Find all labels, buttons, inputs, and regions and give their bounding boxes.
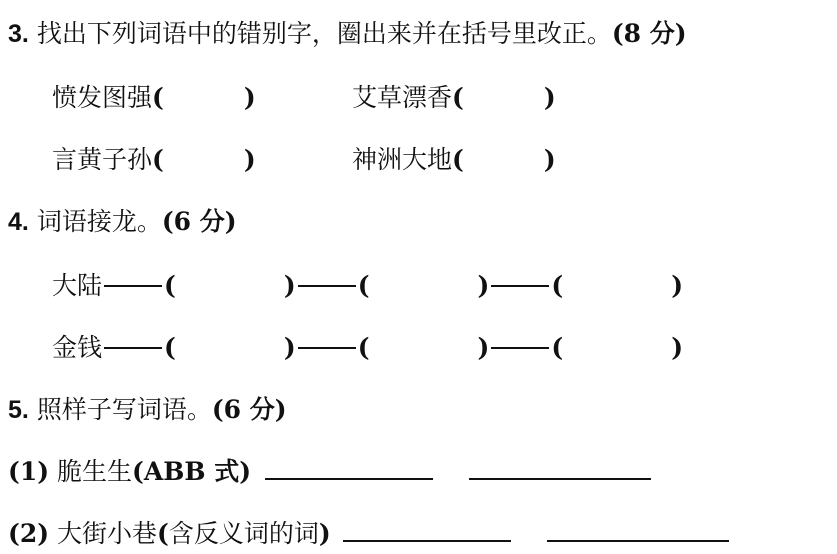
question-score: (8 分) (611, 19, 687, 48)
chain-start-word: 大陆 (52, 271, 103, 300)
question-text: 找出下列词语中的错别字，圈出来并在括号里改正。 (36, 19, 612, 48)
question-text: 照样子写词语。 (36, 395, 212, 424)
question-number: 5 (8, 396, 22, 424)
question-4-heading: 4. 词语接龙。(6 分) (8, 207, 237, 236)
question-text: 词语接龙。 (36, 207, 162, 236)
question-score: (6 分) (161, 207, 237, 236)
answer-blank[interactable] (547, 518, 729, 542)
chain-start-word: 金钱 (52, 333, 103, 362)
answer-blank[interactable] (343, 518, 511, 542)
example-word: 大街小巷 (57, 519, 158, 548)
question-3-heading: 3. 找出下列词语中的错别字，圈出来并在括号里改正。(8 分) (8, 19, 687, 48)
item-hint: 含反义词的词 (168, 519, 319, 548)
question-score: (6 分) (211, 395, 287, 424)
q4-chain-row-1: 大陆 ( ) ( ) ( ) (52, 271, 684, 300)
q3-item-1: 愤发图强( ) (52, 83, 256, 112)
q3-item-3: 言黄子孙( ) (52, 145, 256, 174)
answer-blank[interactable] (265, 456, 433, 480)
q5-item-2: (2) 大街小巷(含反义词的词) (8, 518, 729, 550)
chain-dash (298, 347, 356, 349)
q3-item-4: 神洲大地( ) (352, 145, 556, 174)
q3-item-2: 艾草漂香( ) (352, 83, 556, 112)
question-number: 4 (8, 208, 22, 236)
question-5-heading: 5. 照样子写词语。(6 分) (8, 395, 287, 424)
chain-dash (298, 285, 356, 287)
chain-dash (104, 347, 162, 349)
item-hint: (ABB 式) (132, 457, 252, 486)
q4-chain-row-2: 金钱 ( ) ( ) ( ) (52, 333, 684, 362)
chain-dash (491, 347, 549, 349)
chain-dash (104, 285, 162, 287)
item-hint-open: ( (157, 519, 169, 548)
answer-blank[interactable] (469, 456, 651, 480)
chain-dash (491, 285, 549, 287)
item-label: (2) (8, 519, 50, 548)
q5-item-1 (8, 456, 651, 488)
question-number: 3 (8, 20, 22, 48)
example-word: 脆生生 (57, 457, 133, 486)
item-label: (1) (8, 457, 50, 486)
